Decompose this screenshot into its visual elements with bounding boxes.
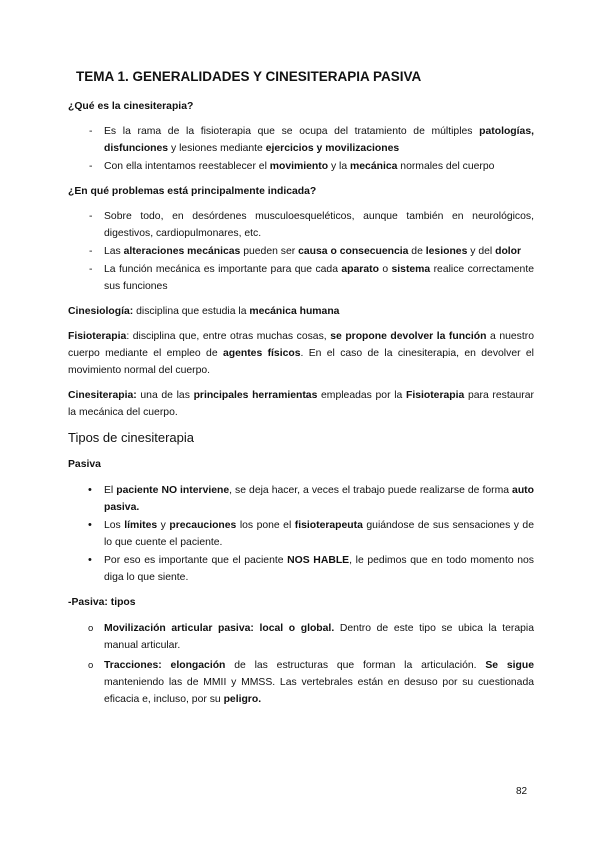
list-item: - Es la rama de la fisioterapia que se ocupa del tratamiento de múltiples patologías, disfunciones y lesiones mediante ejercicios y movilizaciones xyxy=(68,123,534,157)
page-content xyxy=(68,68,534,716)
list-item: - Sobre todo, en desórdenes musculoesqueléticos, aunque también en neurológicos, digestivos, cardiopulmonares, etc. xyxy=(68,208,534,242)
page-number: 82 xyxy=(516,786,528,797)
tipos-list xyxy=(68,620,534,708)
question-what-is: ¿Qué es la cinesiterapia? xyxy=(68,101,194,112)
pasiva-list xyxy=(68,482,534,586)
indications-list xyxy=(68,208,534,295)
section-heading-tipos: Tipos de cinesiterapia xyxy=(68,430,194,445)
fisioterapia-definition: Fisioterapia: disciplina que, entre otras muchas cosas, se propone devolver la función a nuestro cuerpo mediante el empleo de agentes físicos. En el caso de la cinesiterapia, en devolver el movimiento normal del cuerpo. xyxy=(68,331,534,376)
cinesiologia-definition: Cinesiología: disciplina que estudia la mecánica humana xyxy=(68,306,340,317)
cinesiterapia-definition: Cinesiterapia: una de las principales herramientas empleadas por la Fisioterapia para restaurar la mecánica del cuerpo. xyxy=(68,390,535,418)
page-title: TEMA 1. GENERALIDADES Y CINESITERAPIA PASIVA xyxy=(76,69,422,84)
list-item: - Con ella intentamos reestablecer el movimiento y la mecánica normales del cuerpo xyxy=(68,158,534,175)
list-item: o Movilización articular pasiva: local o global. Dentro de este tipo se ubica la terapia manual articular. xyxy=(68,620,534,654)
subheading-pasiva: Pasiva xyxy=(68,459,101,470)
question-indications: ¿En qué problemas está principalmente indicada? xyxy=(68,186,317,197)
list-item: o Tracciones: elongación de las estructuras que forman la articulación. Se sigue manteniendo las de MMII y MMSS. Las vertebrales están en desuso por su cuestionada eficacia e, incluso, por su peligro. xyxy=(68,657,534,708)
definition-list xyxy=(68,123,534,175)
list-item: - Las alteraciones mecánicas pueden ser causa o consecuencia de lesiones y del dolor xyxy=(68,243,534,260)
subheading-pasiva-tipos: -Pasiva: tipos xyxy=(68,597,136,608)
list-item: • El paciente NO interviene, se deja hacer, a veces el trabajo puede realizarse de forma auto pasiva. xyxy=(68,482,534,516)
list-item: • Los límites y precauciones los pone el fisioterapeuta guiándose de sus sensaciones y de lo que cuente el paciente. xyxy=(68,517,534,551)
list-item: - La función mecánica es importante para que cada aparato o sistema realice correctamente sus funciones xyxy=(68,261,534,295)
list-item: • Por eso es importante que el paciente NOS HABLE, le pedimos que en todo momento nos diga lo que siente. xyxy=(68,552,534,586)
